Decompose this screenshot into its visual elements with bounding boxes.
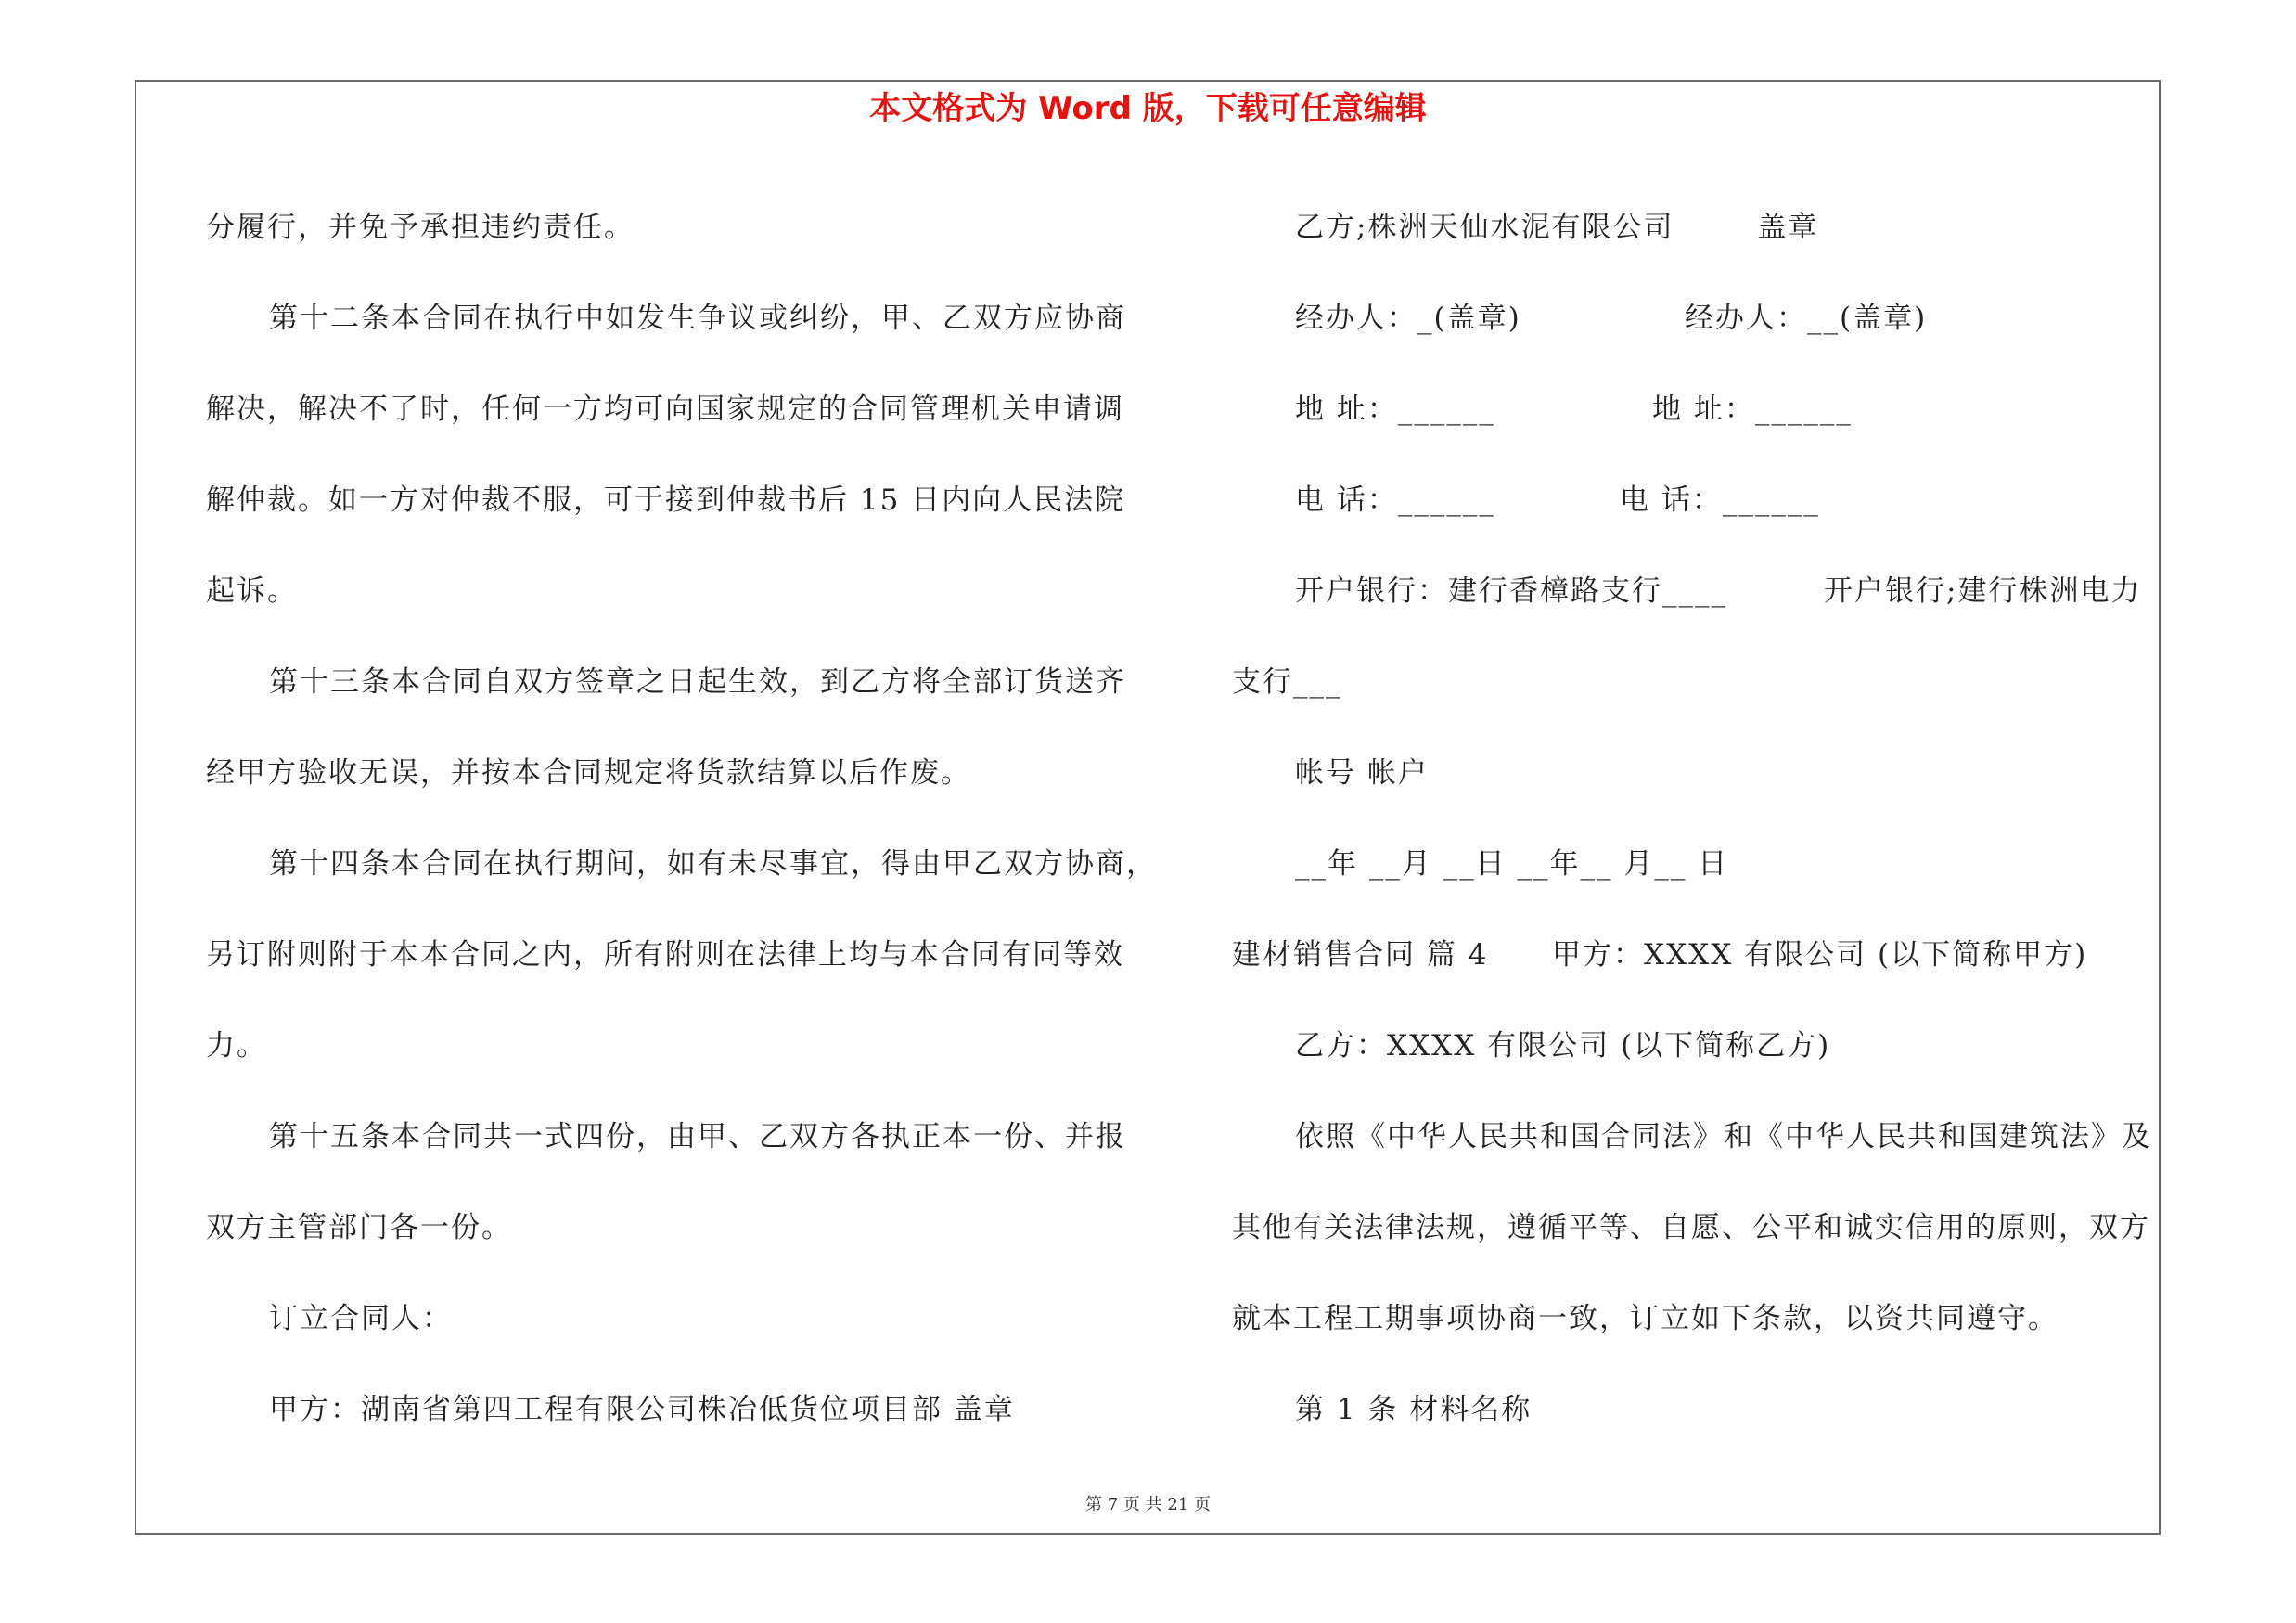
left-line: 分履行，并免予承担违约责任。 bbox=[206, 211, 635, 244]
party-b-line bbox=[1232, 182, 2169, 273]
left-line: 双方主管部门各一份。 bbox=[206, 1211, 512, 1244]
left-line: 第十二条本合同在执行中如发生争议或纠纷，甲、乙双方应协商 bbox=[269, 302, 1126, 335]
left-line: 订立合同人： bbox=[269, 1302, 453, 1335]
address-a: 地 址：______ bbox=[1295, 393, 1495, 426]
right-column bbox=[1232, 182, 2169, 1455]
address-b: 地 址：______ bbox=[1652, 393, 1853, 426]
left-line: 另订附则附于本本合同之内，所有附则在法律上均与本合同有同等效 bbox=[206, 938, 1124, 972]
party-b-name: 乙方;株洲天仙水泥有限公司 bbox=[1295, 211, 1674, 244]
article-1-heading: 第 1 条 材料名称 bbox=[1295, 1393, 1533, 1426]
account-line: 帐号 帐户 bbox=[1295, 756, 1429, 790]
contract-heading-line bbox=[1232, 909, 2169, 1000]
left-line: 第十五条本合同共一式四份，由甲、乙双方各执正本一份、并报 bbox=[269, 1120, 1126, 1153]
phone-line bbox=[1232, 455, 2169, 546]
left-line: 起诉。 bbox=[206, 574, 298, 608]
handler-a: 经办人：_(盖章) bbox=[1295, 302, 1521, 335]
phone-b: 电 话：______ bbox=[1620, 483, 1820, 517]
party-b-seal: 盖章 bbox=[1757, 211, 1819, 244]
bank-b: 开户银行;建行株洲电力 bbox=[1824, 574, 2142, 608]
address-line bbox=[1232, 364, 2169, 455]
bank-b-continued: 支行___ bbox=[1232, 665, 1342, 699]
left-line: 经甲方验收无误，并按本合同规定将货款结算以后作废。 bbox=[206, 756, 971, 790]
left-line: 力。 bbox=[206, 1029, 267, 1063]
handler-line bbox=[1232, 273, 2169, 364]
paragraph-line: 就本工程工期事项协商一致，订立如下条款，以资共同遵守。 bbox=[1232, 1302, 2059, 1335]
left-line: 甲方：湖南省第四工程有限公司株冶低货位项目部 盖章 bbox=[269, 1393, 1015, 1426]
bank-a: 开户银行：建行香樟路支行____ bbox=[1295, 574, 1727, 608]
left-line: 第十四条本合同在执行期间，如有未尽事宜，得由甲乙双方协商， bbox=[269, 847, 1157, 881]
header-banner: 本文格式为 Word 版，下载可任意编辑 bbox=[869, 90, 1427, 127]
page-number: 第 7 页 共 21 页 bbox=[1085, 1495, 1211, 1514]
contract-title: 建材销售合同 篇 4 bbox=[1232, 938, 1489, 972]
date-line: __年 __月 __日 __年__ 月__ 日 bbox=[1295, 847, 1729, 881]
left-line: 解决，解决不了时，任何一方均可向国家规定的合同管理机关申请调 bbox=[206, 393, 1124, 426]
handler-b: 经办人：__(盖章) bbox=[1685, 302, 1928, 335]
paragraph-line: 其他有关法律法规，遵循平等、自愿、公平和诚实信用的原则，双方 bbox=[1232, 1211, 2150, 1244]
party-a-new: 甲方：XXXX 有限公司 (以下简称甲方) bbox=[1552, 938, 2088, 972]
paragraph-line: 依照《中华人民共和国合同法》和《中华人民共和国建筑法》及 bbox=[1295, 1120, 2152, 1153]
left-line: 解仲裁。如一方对仲裁不服，可于接到仲裁书后 15 日内向人民法院 bbox=[206, 483, 1126, 517]
bank-line bbox=[1232, 546, 2169, 637]
left-line: 第十三条本合同自双方签章之日起生效，到乙方将全部订货送齐 bbox=[269, 665, 1126, 699]
phone-a: 电 话：______ bbox=[1295, 483, 1495, 517]
left-column bbox=[206, 182, 1157, 1455]
party-b-new: 乙方：XXXX 有限公司 (以下简称乙方) bbox=[1295, 1029, 1831, 1063]
